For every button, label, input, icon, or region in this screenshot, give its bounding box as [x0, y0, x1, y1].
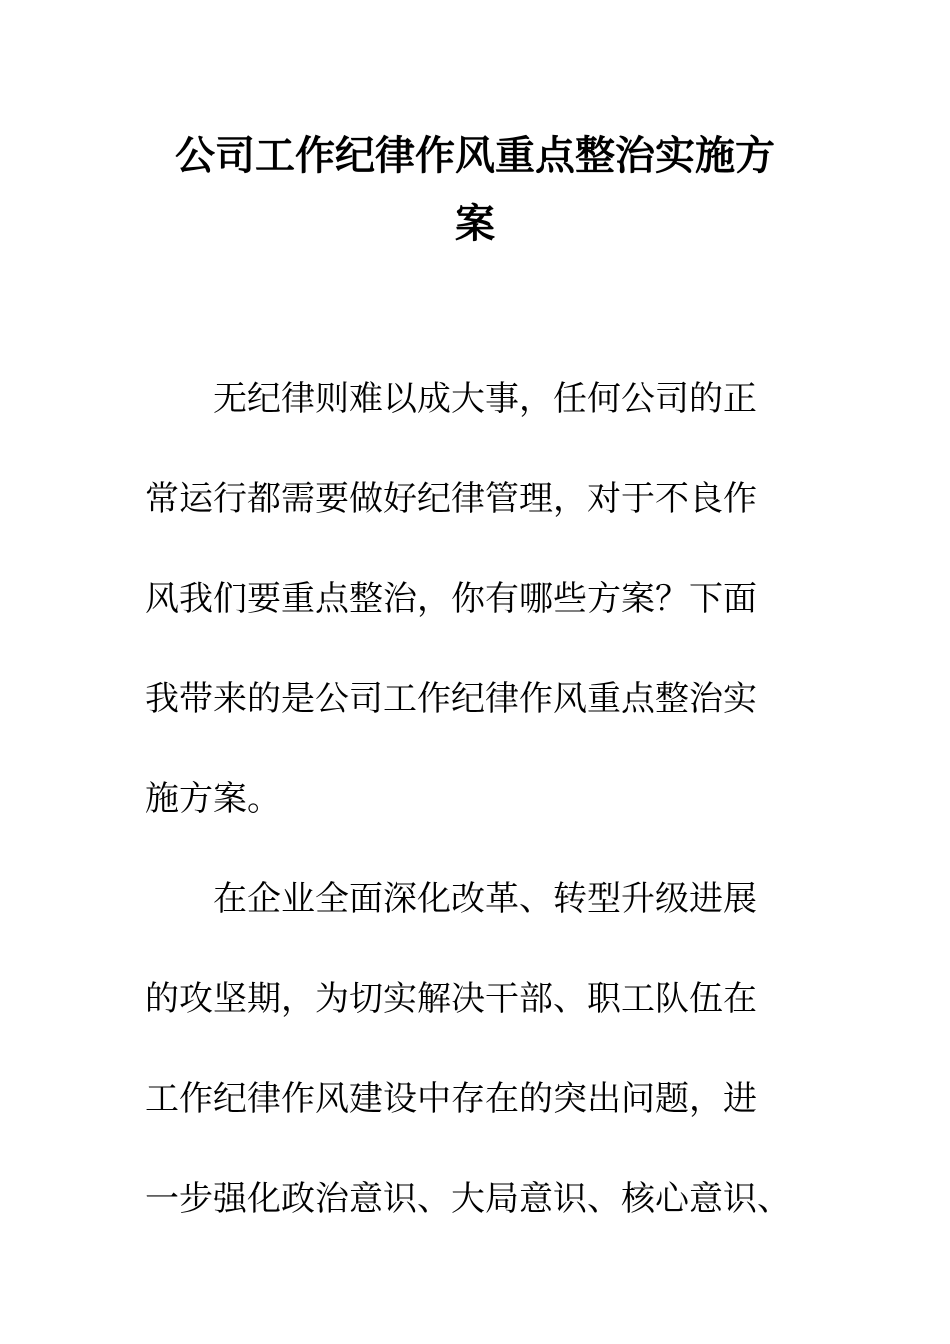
- title-line: 案: [455, 200, 495, 247]
- paragraph-1: [145, 366, 805, 866]
- paragraph-line: 无纪律则难以成大事，任何公司的正: [213, 379, 757, 419]
- paragraph-line: 常运行都需要做好纪律管理，对于不良作: [145, 479, 757, 519]
- paragraph-line: 我带来的是公司工作纪律作风重点整治实: [145, 679, 757, 719]
- paragraph-line: 在企业全面深化改革、转型升级进展: [213, 879, 757, 919]
- document-body: [145, 366, 805, 1266]
- paragraph-line: 工作纪律作风建设中存在的突出问题，进: [145, 1079, 757, 1119]
- paragraph-line: 施方案。: [145, 779, 281, 819]
- paragraph-line: 一步强化政治意识、大局意识、核心意识、: [145, 1179, 791, 1219]
- document-title: [145, 122, 805, 258]
- paragraph-line: 的攻坚期，为切实解决干部、职工队伍在: [145, 979, 757, 1019]
- paragraph-line: 风我们要重点整治，你有哪些方案？下面: [145, 579, 757, 619]
- title-line: 公司工作纪律作风重点整治实施方: [175, 132, 775, 179]
- paragraph-2: [145, 866, 805, 1266]
